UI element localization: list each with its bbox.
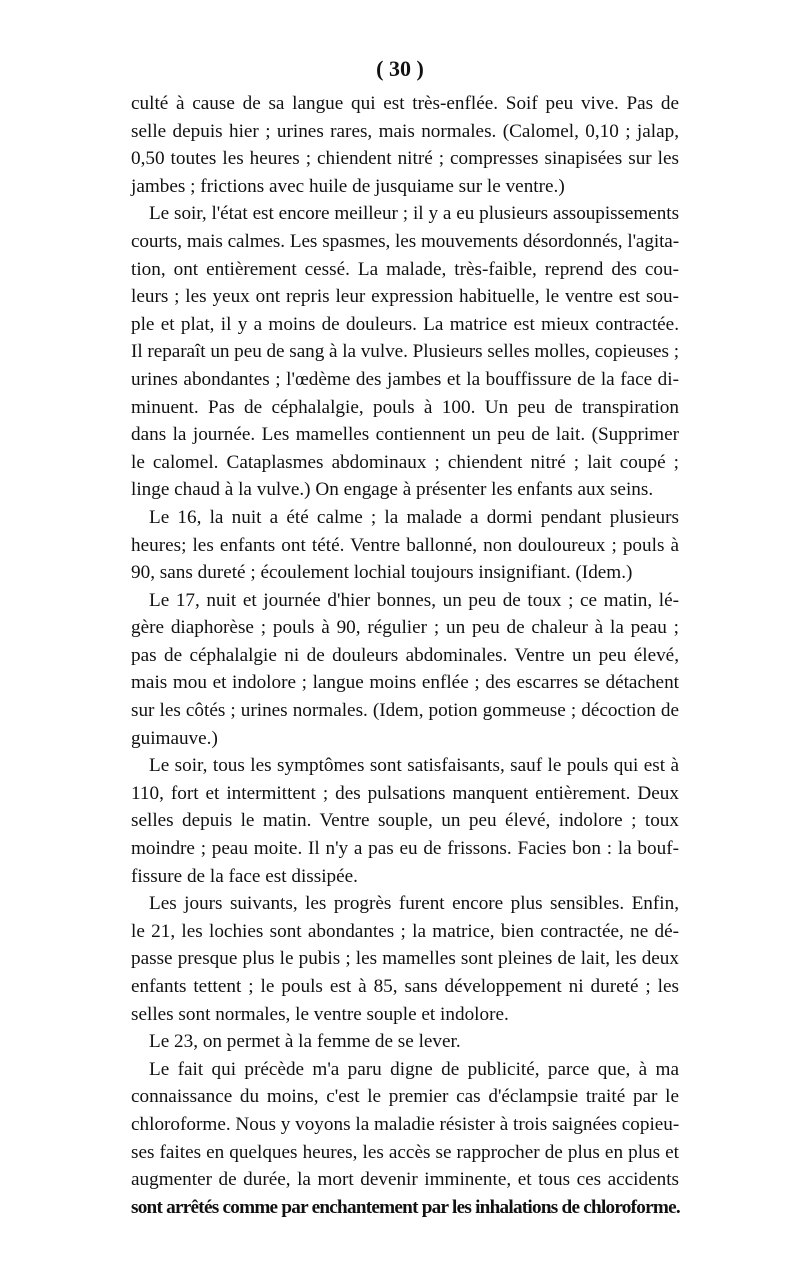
text-line: ple et plat, il y a moins de douleurs. La matrice est mieux contractée. [131, 313, 679, 335]
text-line: augmenter de durée, la mort devenir imminente, et tous ces accidents [131, 1169, 679, 1191]
text-line: guimauve.) [131, 727, 218, 749]
text-line: mais mou et indolore ; langue moins enflée ; des escarres se détachent [131, 672, 679, 694]
text-line: Le soir, l'état est encore meilleur ; il y a eu plusieurs assoupissements [149, 203, 679, 225]
text-line: linge chaud à la vulve.) On engage à présenter les enfants aux seins. [131, 479, 654, 501]
text-line: sont arrêtés comme par enchantement par les inhalations de chloroforme. [131, 1196, 680, 1218]
text-line: 0,50 toutes les heures ; chiendent nitré ; compresses sinapisées sur les [131, 148, 679, 170]
text-line: moindre ; peau moite. Il n'y a pas eu de frissons. Facies bon : la bouf- [131, 838, 679, 860]
text-line: le calomel. Cataplasmes abdominaux ; chiendent nitré ; lait coupé ; [131, 451, 679, 473]
text-line: leurs ; les yeux ont repris leur expression habituelle, le ventre est sou- [131, 286, 679, 308]
text-line: ses faites en quelques heures, les accès se rapprocher de plus en plus et [131, 1141, 679, 1163]
text-line: Le 16, la nuit a été calme ; la malade a dormi pendant plusieurs [149, 506, 679, 528]
text-line: jambes ; frictions avec huile de jusquiame sur le ventre.) [131, 175, 565, 197]
text-line: Les jours suivants, les progrès furent encore plus sensibles. Enfin, [149, 893, 679, 915]
text-line: culté à cause de sa langue qui est très-enflée. Soif peu vive. Pas de [131, 93, 679, 114]
text-line: dans la journée. Les mamelles contiennent un peu de lait. (Supprimer [131, 424, 679, 446]
text-line: minuent. Pas de céphalalgie, pouls à 100. Un peu de transpiration [131, 396, 679, 418]
text-line: heures; les enfants ont tété. Ventre ballonné, non douloureux ; pouls à [131, 534, 679, 556]
text-line: connaissance du moins, c'est le premier cas d'éclampsie traité par le [131, 1086, 679, 1108]
text-line: fissure de la face est dissipée. [131, 865, 358, 887]
text-line: le 21, les lochies sont abondantes ; la matrice, bien contractée, ne dé- [131, 920, 679, 942]
text-line: 90, sans dureté ; écoulement lochial toujours insignifiant. (Idem.) [131, 562, 633, 584]
body-text [131, 90, 679, 1221]
text-line: selles sont normales, le ventre souple et indolore. [131, 1003, 509, 1025]
text-line: pas de céphalalgie ni de douleurs abdominales. Ventre un peu élevé, [131, 644, 679, 666]
text-line: Le soir, tous les symptômes sont satisfaisants, sauf le pouls qui est à [149, 755, 679, 777]
text-line: passe presque plus le pubis ; les mamelles sont pleines de lait, les deux [131, 948, 679, 970]
text-line: enfants tettent ; le pouls est à 85, sans développement ni dureté ; les [131, 976, 679, 997]
text-line: 110, fort et intermittent ; des pulsations manquent entièrement. Deux [131, 782, 679, 804]
page-number: ( 30 ) [376, 56, 424, 81]
text-line: courts, mais calmes. Les spasmes, les mouvements désordonnés, l'agita- [131, 230, 679, 252]
text-line: gère diaphorèse ; pouls à 90, régulier ; un peu de chaleur à la peau ; [131, 617, 679, 639]
text-line: selles depuis le matin. Ventre souple, un peu élevé, indolore ; toux [131, 810, 679, 832]
text-line: selle depuis hier ; urines rares, mais normales. (Calomel, 0,10 ; jalap, [131, 120, 679, 142]
text-line: tion, ont entièrement cessé. La malade, très-faible, reprend des cou- [131, 258, 679, 280]
text-line: chloroforme. Nous y voyons la maladie résister à trois saignées copieu- [131, 1113, 680, 1135]
text-line: Il reparaît un peu de sang à la vulve. Plusieurs selles molles, copieuses ; [131, 341, 679, 363]
text-line: urines abondantes ; l'œdème des jambes et la bouffissure de la face di- [131, 368, 679, 390]
text-line: Le fait qui précède m'a paru digne de publicité, parce que, à ma [149, 1058, 679, 1080]
text-line: sur les côtés ; urines normales. (Idem, potion gommeuse ; décoction de [131, 700, 679, 722]
text-line: Le 23, on permet à la femme de se lever. [149, 1031, 461, 1053]
text-line: Le 17, nuit et journée d'hier bonnes, un peu de toux ; ce matin, lé- [149, 589, 679, 611]
